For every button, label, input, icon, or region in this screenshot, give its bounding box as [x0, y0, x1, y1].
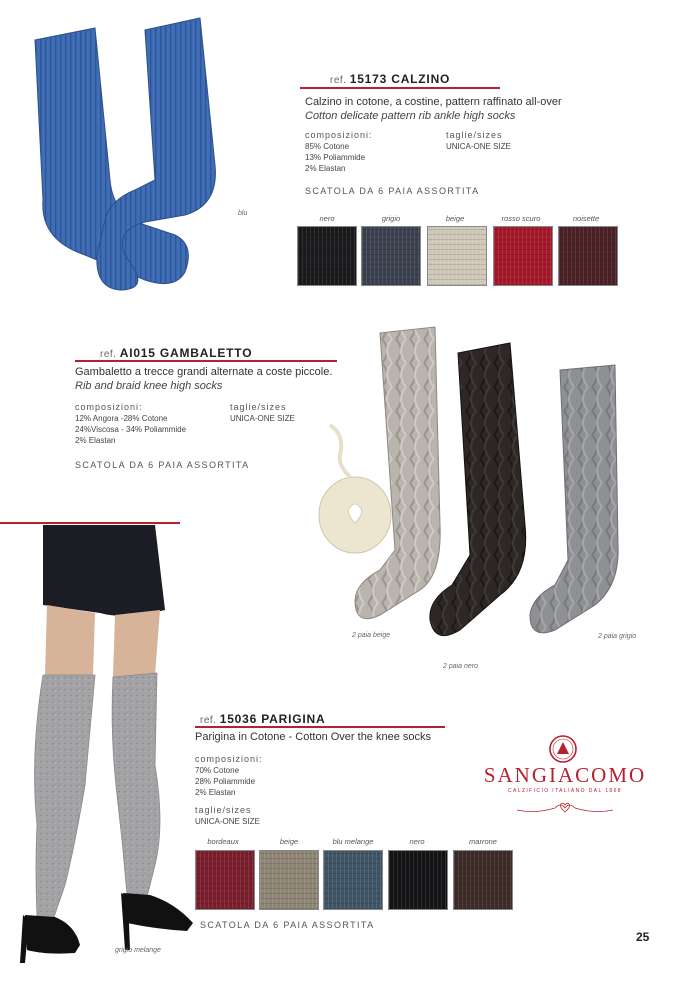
calzino-swatch-grigio — [361, 226, 421, 286]
parigina-comp-item: 28% Poliammide — [195, 777, 256, 786]
gambaletto-comp-item: 12% Angora -28% Cotone — [75, 414, 168, 423]
gambaletto-size: UNICA-ONE SIZE — [230, 414, 295, 423]
gambaletto-ref-prefix: ref. — [100, 349, 117, 360]
parigina-swatch-name: blu melange — [332, 837, 374, 846]
calzino-comp-item: 13% Poliammide — [305, 153, 366, 162]
gambaletto-box-note: SCATOLA DA 6 PAIA ASSORTITA — [75, 460, 250, 470]
parigina-comp-label: composizioni: — [195, 754, 263, 764]
brand-tagline: CALZIFICIO ITALIANO DAL 1868 — [508, 788, 622, 794]
parigina-swatch-bordeaux — [195, 850, 255, 910]
calzino-photo-caption: blu — [238, 210, 248, 217]
parigina-ref — [200, 712, 325, 726]
gambaletto-caption-beige: 2 paia beige — [352, 632, 391, 639]
parigina-swatch-name: bordeaux — [207, 837, 239, 846]
calzino-comp-item: 85% Cotone — [305, 142, 350, 151]
calzino-swatch-noisette — [558, 226, 618, 286]
calzino-comp-label: composizioni: — [305, 130, 373, 140]
parigina-box-note: SCATOLA DA 6 PAIA ASSORTITA — [200, 920, 375, 930]
calzino-swatch-beige — [427, 226, 487, 286]
calzino-size-label: taglie/sizes — [446, 130, 503, 140]
heart-flourish-icon — [515, 798, 615, 816]
parigina-ref-prefix: ref. — [200, 715, 217, 726]
parigina-swatch-name: nero — [409, 837, 425, 846]
page-number: 25 — [636, 930, 650, 944]
calzino-desc-en: Cotton delicate pattern rib ankle high socks — [305, 110, 516, 122]
parigina-size-label: taglie/sizes — [195, 805, 252, 815]
calzino-ref-prefix: ref. — [330, 75, 347, 86]
parigina-swatch-marrone — [453, 850, 513, 910]
calzino-swatch-name: grigio — [381, 214, 401, 223]
gambaletto-comp-list — [75, 413, 186, 446]
gambaletto-ref-code: AI015 GAMBALETTO — [119, 346, 253, 360]
gambaletto-size-label: taglie/sizes — [230, 402, 287, 412]
gambaletto-desc-en: Rib and braid knee high socks — [75, 380, 223, 392]
calzino-desc-it: Calzino in cotone, a costine, pattern raffinato all-over — [305, 96, 562, 108]
gambaletto-ref — [100, 346, 252, 360]
gambaletto-comp-item: 24%Viscosa - 34% Poliammide — [75, 425, 187, 434]
brand-crest-icon — [548, 734, 578, 764]
parigina-comp-list — [195, 765, 255, 798]
gambaletto-caption-nero: 2 paia nero — [443, 663, 479, 670]
calzino-divider — [300, 87, 500, 89]
calzino-swatch-name: noisette — [572, 214, 600, 223]
brand-name: SANGIACOMO — [483, 763, 647, 787]
calzino-ref — [330, 72, 450, 86]
calzino-swatch-rosso-scuro — [493, 226, 553, 286]
calzino-box-note: SCATOLA DA 6 PAIA ASSORTITA — [305, 186, 480, 196]
gambaletto-desc-it: Gambaletto a trecce grandi alternate a coste piccole. — [75, 366, 333, 378]
calzino-swatch-name: rosso scuro — [501, 214, 541, 223]
calzino-swatch-name: beige — [445, 214, 465, 223]
parigina-top-divider — [0, 522, 180, 524]
gambaletto-comp-item: 2% Elastan — [75, 436, 116, 445]
knee-socks-photo — [310, 315, 650, 655]
parigina-swatch-name: marrone — [469, 837, 497, 846]
parigina-swatch-nero — [388, 850, 448, 910]
calzino-ref-code: 15173 CALZINO — [349, 72, 451, 86]
gambaletto-divider — [75, 360, 337, 362]
gambaletto-comp-label: composizioni: — [75, 402, 143, 412]
model-legs-photo — [15, 525, 200, 965]
parigina-swatch-beige — [259, 850, 319, 910]
parigina-comp-item: 70% Cotone — [195, 766, 240, 775]
parigina-photo-caption: grigio melange — [115, 947, 161, 954]
parigina-ref-code: 15036 PARIGINA — [219, 712, 326, 726]
blue-ankle-sock-photo — [25, 10, 240, 295]
parigina-divider — [195, 726, 445, 728]
calzino-size: UNICA-ONE SIZE — [446, 142, 511, 151]
parigina-swatch-name: beige — [279, 837, 299, 846]
calzino-swatch-name: nero — [319, 214, 335, 223]
calzino-swatch-nero — [297, 226, 357, 286]
gambaletto-caption-grigio: 2 paia grigio — [598, 633, 637, 640]
calzino-comp-item: 2% Elastan — [305, 164, 346, 173]
parigina-size: UNICA-ONE SIZE — [195, 817, 260, 826]
parigina-comp-item: 2% Elastan — [195, 788, 236, 797]
parigina-desc: Parigina in Cotone - Cotton Over the knee socks — [195, 731, 432, 743]
parigina-swatch-blu-melange — [323, 850, 383, 910]
calzino-comp-list — [305, 141, 365, 174]
